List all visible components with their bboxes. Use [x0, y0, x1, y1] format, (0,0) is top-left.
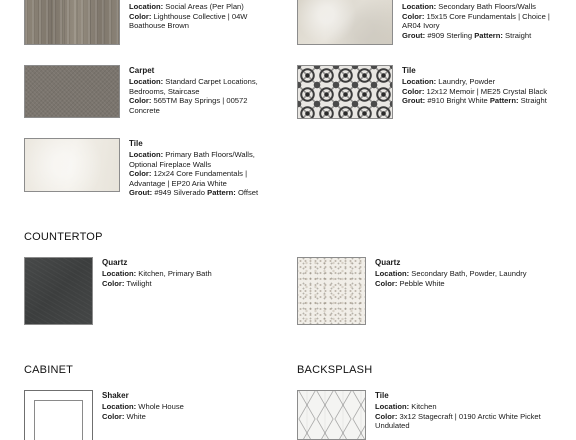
pebble-white-quartz-location: Location: Secondary Bath, Powder, Laundry — [375, 269, 527, 278]
wood-flooring-info — [129, 2, 279, 31]
primary-bath-tile-info — [129, 139, 279, 198]
laundry-tile-swatch — [297, 65, 393, 119]
carpet-info — [129, 66, 269, 115]
countertop-heading: COUNTERTOP — [24, 231, 103, 243]
carpet-title: Carpet — [129, 66, 155, 75]
secondary-bath-tile-info — [402, 2, 562, 40]
backsplash-heading: BACKSPLASH — [297, 364, 373, 376]
primary-bath-tile-grout: Grout: #949 Silverado Pattern: Offset — [129, 188, 259, 198]
wood-location: Location: Social Areas (Per Plan) — [129, 2, 244, 11]
picket-backsplash-swatch — [297, 390, 366, 440]
secondary-bath-tile-grout: Grout: #909 Sterling Pattern: Straight — [402, 30, 532, 40]
pebble-white-quartz-title: Quartz — [375, 258, 401, 267]
twilight-quartz-color: Color: Twilight — [102, 278, 152, 288]
laundry-tile-grout: Grout: #910 Bright White Pattern: Straight — [402, 96, 547, 106]
pebble-white-quartz-info — [375, 258, 570, 288]
primary-bath-tile-swatch — [24, 138, 120, 192]
primary-bath-tile-location: Location: Primary Bath Floors/Walls, Optional Fireplace Walls — [129, 150, 255, 169]
primary-bath-tile-color: Color: 12x24 Core Fundamentals | Advantage | EP20 Aria White — [129, 169, 248, 188]
shaker-cabinet-color: Color: White — [102, 411, 146, 421]
shaker-cabinet-location: Location: Whole House — [102, 402, 184, 411]
picket-backsplash-location: Location: Kitchen — [375, 402, 437, 411]
shaker-cabinet-swatch — [24, 390, 93, 440]
picket-backsplash-info — [375, 391, 571, 431]
twilight-quartz-title: Quartz — [102, 258, 128, 267]
wood-color: Color: Lighthouse Collective | 04W Boathouse Brown — [129, 11, 248, 31]
twilight-quartz-location: Location: Kitchen, Primary Bath — [102, 269, 212, 278]
secondary-bath-tile-color: Color: 15x15 Core Fundamentals | Choice | AR04 Ivory — [402, 11, 550, 31]
laundry-tile-title: Tile — [402, 66, 416, 75]
pebble-white-quartz-color: Color: Pebble White — [375, 278, 445, 288]
laundry-tile-color: Color: 12x12 Memoir | ME25 Crystal Black — [402, 86, 548, 96]
primary-bath-tile-title: Tile — [129, 139, 143, 148]
laundry-tile-location: Location: Laundry, Powder — [402, 77, 496, 86]
laundry-tile-info — [402, 66, 574, 106]
wood-flooring-swatch — [24, 0, 120, 45]
picket-backsplash-color: Color: 3x12 Stagecraft | 0190 Arctic White Picket Undulated — [375, 411, 541, 431]
twilight-quartz-swatch — [24, 257, 93, 325]
carpet-location: Location: Standard Carpet Locations, Bedrooms, Staircase — [129, 77, 258, 96]
carpet-color: Color: 565TM Bay Springs | 00572 Concrete — [129, 96, 248, 115]
secondary-bath-tile-location: Location: Secondary Bath Floors/Walls — [402, 2, 536, 11]
cabinet-heading: CABINET — [24, 364, 74, 376]
cabinet-door-frame — [24, 390, 93, 440]
twilight-quartz-info — [102, 258, 272, 288]
shaker-cabinet-info — [102, 391, 272, 421]
carpet-swatch — [24, 65, 120, 118]
pebble-white-quartz-swatch — [297, 257, 366, 325]
secondary-bath-tile-swatch — [297, 0, 393, 45]
shaker-cabinet-title: Shaker — [102, 391, 129, 400]
cabinet-door-panel — [34, 400, 83, 440]
picket-backsplash-title: Tile — [375, 391, 389, 400]
